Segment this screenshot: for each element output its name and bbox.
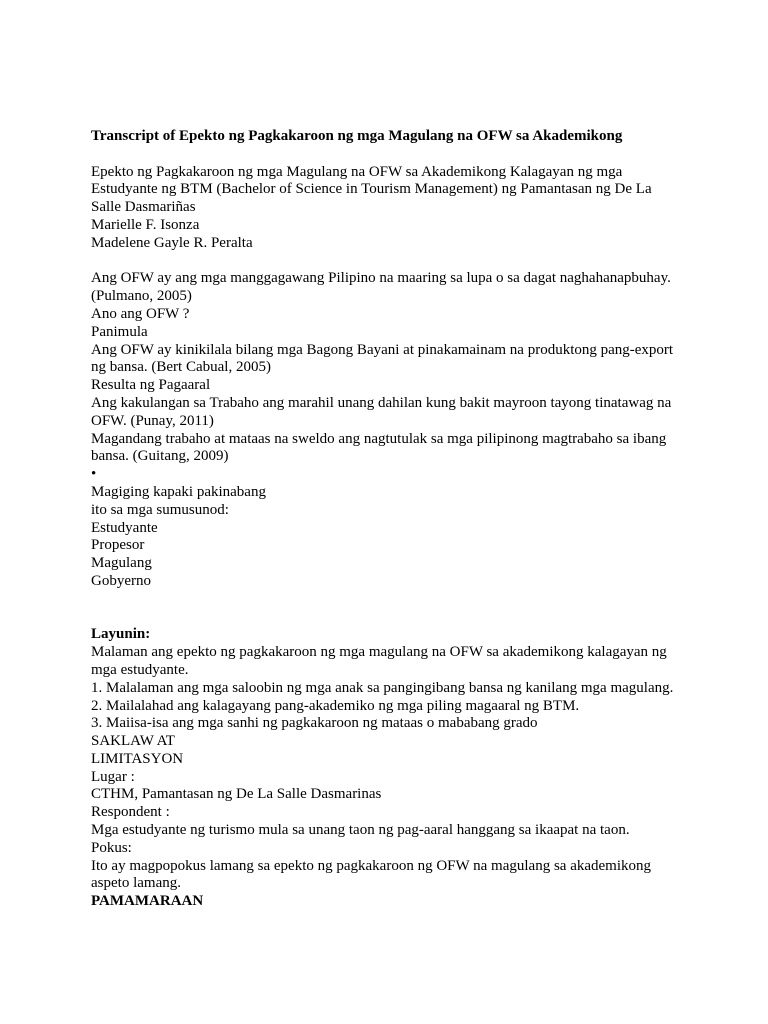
text-line: bansa. (Guitang, 2009) — [91, 448, 229, 465]
list-item: Propesor — [91, 537, 145, 554]
blank-line — [91, 146, 691, 164]
section-heading-layunin: Layunin: — [91, 626, 151, 643]
text-line: Estudyante ng BTM (Bachelor of Science in Tourism Management) ng Pamantasan ng De La — [91, 181, 652, 198]
text-line: Panimula — [91, 323, 148, 340]
text-line: Ang kakulangan sa Trabaho ang marahil unang dahilan kung bakit mayroon tayong tinatawag na — [91, 394, 672, 411]
text-line: Respondent : — [91, 804, 170, 821]
text-line: LIMITASYON — [91, 750, 184, 767]
bullet-icon: • — [91, 466, 97, 483]
document-body — [91, 128, 691, 911]
text-line: Lugar : — [91, 768, 135, 785]
author-name: Madelene Gayle R. Peralta — [91, 234, 253, 251]
intro-block — [91, 270, 691, 590]
list-item: Estudyante — [91, 519, 158, 536]
text-line: Salle Dasmariñas — [91, 199, 196, 216]
blank-lines — [91, 591, 691, 627]
text-line: Magiging kapaki pakinabang — [91, 483, 266, 500]
numbered-item: 2. Mailalahad ang kalagayang pang-akademiko ng mga piling magaaral ng BTM. — [91, 697, 580, 714]
text-line: Resulta ng Pagaaral — [91, 377, 211, 394]
text-line: (Pulmano, 2005) — [91, 288, 192, 305]
numbered-item: 3. Maiisa-isa ang mga sanhi ng pagkakaroon ng mataas o mababang grado — [91, 715, 538, 732]
document-title: Transcript of Epekto ng Pagkakaroon ng mga Magulang na OFW sa Akademikong — [91, 128, 623, 144]
text-line: CTHM, Pamantasan ng De La Salle Dasmarinas — [91, 786, 382, 803]
text-line: Mga estudyante ng turismo mula sa unang taon ng pag-aaral hanggang sa ikaapat na taon. — [91, 822, 630, 839]
heading-block — [91, 164, 691, 253]
text-line: ito sa mga sumusunod: — [91, 501, 229, 518]
section-heading-pamamaraan: PAMAMARAAN — [91, 893, 204, 910]
text-line: mga estudyante. — [91, 661, 189, 678]
text-line: OFW. (Punay, 2011) — [91, 412, 214, 429]
text-line: Magandang trabaho at mataas na sweldo ang nagtutulak sa mga pilipinong magtrabaho sa ibang — [91, 430, 667, 447]
text-line: SAKLAW AT — [91, 733, 175, 750]
text-line: Ano ang OFW ? — [91, 305, 190, 322]
text-line: Epekto ng Pagkakaroon ng mga Magulang na OFW sa Akademikong Kalagayan ng mga — [91, 163, 623, 180]
text-line: Ang OFW ay ang mga manggagawang Pilipino na maaring sa lupa o sa dagat naghahanapbuhay. — [91, 270, 671, 287]
text-line: Ito ay magpopokus lamang sa epekto ng pagkakaroon ng OFW na magulang sa akademikong — [91, 857, 652, 874]
list-item: Magulang — [91, 555, 152, 572]
layunin-block — [91, 644, 691, 893]
text-line: aspeto lamang. — [91, 875, 181, 892]
text-line: ng bansa. (Bert Cabual, 2005) — [91, 359, 271, 376]
text-line: Ang OFW ay kinikilala bilang mga Bagong Bayani at pinakamainam na produktong pang-export — [91, 341, 674, 358]
text-line: Pokus: — [91, 839, 132, 856]
numbered-item: 1. Malalaman ang mga saloobin ng mga anak sa pangingibang bansa ng kanilang mga magulang. — [91, 679, 674, 696]
author-name: Marielle F. Isonza — [91, 216, 200, 233]
blank-line — [91, 253, 691, 271]
text-line: Malaman ang epekto ng pagkakaroon ng mga magulang na OFW sa akademikong kalagayan ng — [91, 644, 667, 661]
list-item: Gobyerno — [91, 572, 151, 589]
